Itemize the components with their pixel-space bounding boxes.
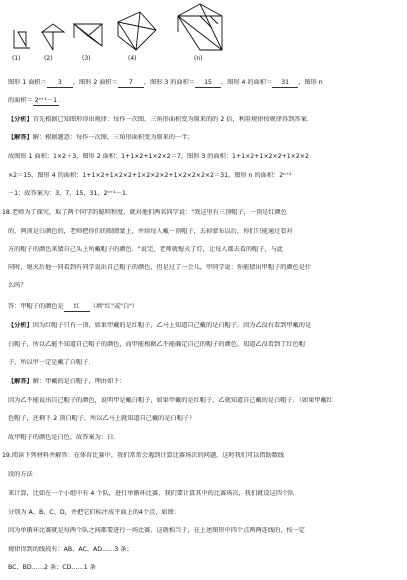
text: ，图形 4 的面积＝ — [221, 79, 273, 86]
q1-solution-3: －1；故答案为：3，7，15，31，2ⁿ⁺¹－1． — [8, 190, 133, 197]
figure-1 — [12, 28, 34, 52]
q1-answer-line-1 — [8, 79, 401, 88]
figure-label-2: (2) — [44, 55, 53, 62]
text: 因为红帽子只有一顶，如果甲戴的是红帽子，乙马上知道自己戴的是白帽子，因为乙没有看到甲戴的是 — [32, 322, 312, 329]
q18-stem-3: 方的帽子的颜色来猜自己头上所戴帽子的颜色．"说完，老师就熄灭了灯，让每人都去看的帽子，与此 — [8, 246, 284, 253]
answer-blank: 3 — [47, 79, 73, 88]
q18-analysis-2: 白帽子，所以乙能不知道自己帽子的颜色，而甲能根据乙不能确定自己的帽子的颜色，知道乙没看到了红色帽 — [8, 341, 305, 348]
q18-solution-1: 因为乙不能说出自己帽子的颜色，说明甲是戴白帽子，如果甲戴的是红帽子，乙就知道自己戴的是白帽子．（如果甲戴红 — [8, 397, 333, 404]
q18-stem-2: 的，两顶是白颜色的，老师把你们的眼睛蒙上，并给每人戴一顶帽子，去掉蒙布以后，你们只能通过看对 — [8, 228, 293, 235]
q18-answer-heading — [8, 378, 401, 386]
analysis-tag: 【分析】 — [8, 322, 33, 329]
q18-solution-2: 色帽子，还剩下 2 顶白帽子，所以乙马上就知道自己戴的是白帽子） — [8, 415, 196, 422]
q1-answer-heading — [8, 134, 401, 142]
figure-3 — [72, 16, 108, 52]
analysis-tag: 【分析】 — [8, 116, 33, 123]
q18-analysis-1 — [8, 322, 401, 330]
text: ，图形 2 面积＝ — [72, 79, 118, 86]
text: ，图形 n — [298, 79, 323, 86]
text: 解：根据题意：每作一次图，三角形面积变为原来的一半； — [32, 134, 194, 141]
q1-answer-line-2 — [8, 97, 401, 106]
q19-stem-1 — [2, 452, 401, 460]
figure-n — [174, 2, 226, 54]
figure-strip — [8, 2, 228, 64]
answer-blank: 31 — [272, 79, 298, 88]
text: ． — [59, 97, 66, 104]
answer-blank: 15 — [195, 79, 221, 88]
q18-stem-1 — [2, 209, 401, 217]
q1-solution-2: ×2＝15，图形 4 的面积：1+1×2+1×2×2+1×2×2×2+1×2×2×2×2＝31，图形 n 的面积：2ⁿ⁺¹ — [8, 172, 292, 179]
q19-stem-5: 因为单循环比赛就是每两个队之间都要进行一场比赛，这就相当于，在上述图形中四个点两两连线的，按一定 — [8, 527, 305, 534]
question-number: 18. — [2, 209, 12, 216]
text: 图形 1 面积＝ — [8, 79, 47, 86]
answer-blank: 7 — [118, 79, 144, 88]
q19-stem-6: 规律得到的线段有：AB、AC、AD……3 条； — [8, 546, 133, 553]
q19-stem-4: 分别为 A、B、C、D，并把它们标注成平面上的4个点，如图： — [8, 509, 180, 516]
answer-blank: 红 — [64, 303, 90, 312]
q18-stem-4: 同时，熄灭后他一同看到有同学说出自己帽子的颜色，但是过了一会儿，甲同学说：你能猜出甲帽子的颜色是什 — [8, 264, 312, 271]
text: ，图形 3 的面积＝ — [143, 79, 195, 86]
figure-4 — [116, 10, 160, 52]
question-number: 19. — [2, 452, 12, 459]
text: 解：甲戴的是白帽子，理由如下： — [32, 378, 126, 385]
text: 答：甲帽子的颜色是 — [8, 303, 64, 310]
text: 首先根据已知图形得出规律：每作一次图，三角形面积变为原来的的 2 倍，利用规律按规律得到答案． — [32, 116, 313, 123]
figure-label-n: (n) — [194, 55, 203, 62]
text: （填"红"或"白"） — [89, 303, 139, 310]
q1-solution-1: 故图形 1 面积：1×2＋3，图形 2 面积：1+1×2+1×2×2＝7，图形 3 的面积：1+1×2+1×2×2+1×2×2 — [8, 153, 309, 160]
q18-stem-5: 么吗？ — [8, 282, 27, 289]
q18-answer-line — [8, 303, 401, 312]
answer-tag: 【解答】 — [8, 378, 33, 385]
q1-analysis — [8, 116, 401, 124]
figure-2 — [40, 22, 66, 52]
text: 老师为了探究，取了两个同学的聪明程度，就对他们两名同学说："我这里有三顶帽子，一顶是红颜色 — [11, 209, 287, 216]
q19-stem-2: 段的方法 — [8, 471, 33, 478]
figure-label-1: (1) — [12, 55, 21, 62]
figure-label-4: (4) — [128, 55, 137, 62]
q19-stem-7: BC、BD……2 条；CD……1 条 — [8, 564, 96, 571]
q18-solution-3: 故甲帽子的颜色是白色，故答案为：白． — [8, 434, 120, 441]
text: 阅读下列材料并解答：在体育比赛中，我们常常会遇到计算比赛场次的问题，这时我们可以借助数线 — [11, 452, 285, 459]
answer-blank: 2ⁿ⁺¹－1 — [33, 97, 59, 106]
answer-tag: 【解答】 — [8, 134, 33, 141]
q19-stem-3: 来计算，比如在一个小组中有 4 个队，进行单循环比赛，我们要计算其中的比赛场次，我们就设这四个队 — [8, 490, 295, 497]
figure-label-3: (3) — [82, 55, 91, 62]
q18-analysis-3: 子，所以甲一定是戴了白帽子． — [8, 359, 95, 366]
text: 的面积＝ — [8, 97, 33, 104]
